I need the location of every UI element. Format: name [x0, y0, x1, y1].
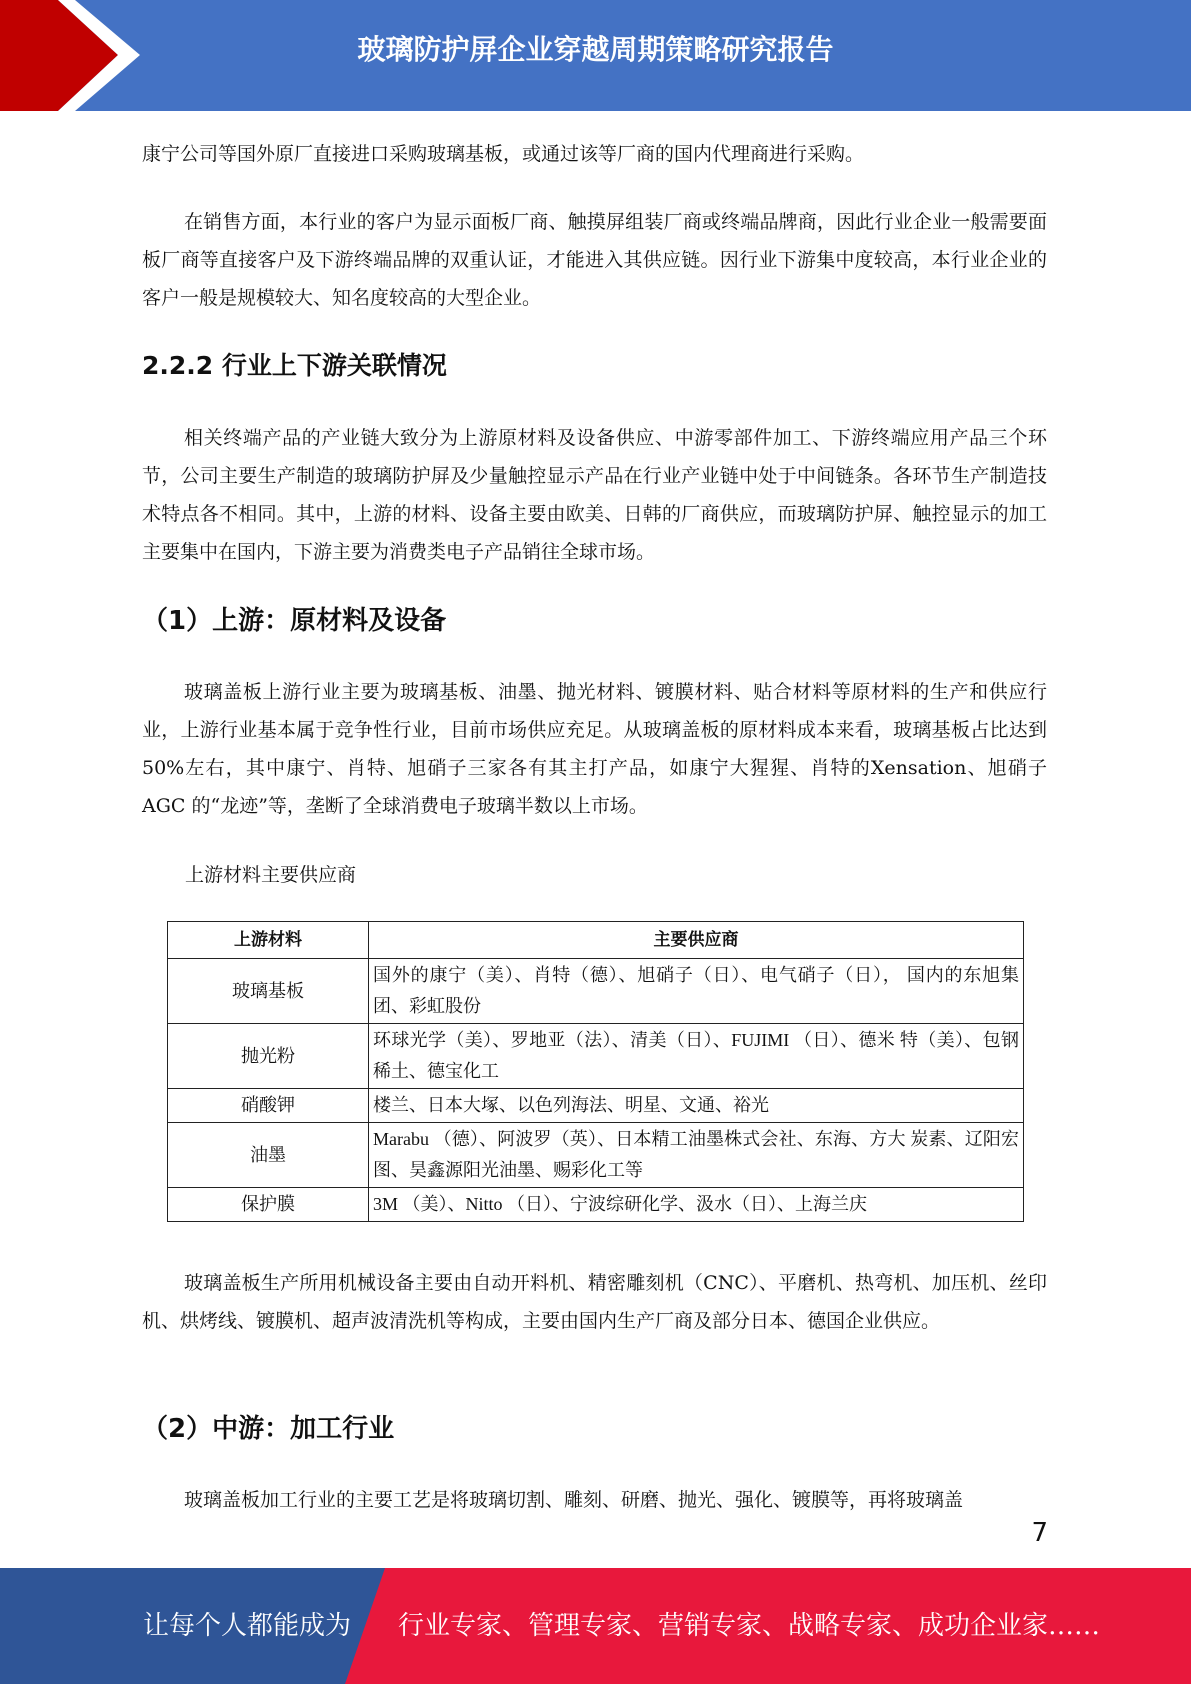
- footer-slogan-right: 行业专家、管理专家、营销专家、战略专家、成功企业家……: [398, 1611, 1101, 1641]
- cell-suppliers: 楼兰、日本大塚、以色列海法、明星、文通、裕光: [369, 1089, 1024, 1123]
- table-row: [168, 1188, 1024, 1222]
- report-title: 玻璃防护屏企业穿越周期策略研究报告: [357, 33, 834, 66]
- table-header-row: [168, 922, 1024, 959]
- section-heading: 2.2.2 行业上下游关联情况: [142, 351, 447, 380]
- paragraph-processing: 玻璃盖板加工行业的主要工艺是将玻璃切割、雕刻、研磨、抛光、强化、镀膜等，再将玻璃盖: [184, 1489, 964, 1511]
- cell-suppliers: 环球光学（美）、罗地亚（法）、清美（日）、FUJIMI （日）、德米 特（美）、包钢稀土、德宝化工: [369, 1024, 1024, 1089]
- column-header-material: 上游材料: [168, 922, 369, 959]
- report-footer: [0, 1568, 1191, 1684]
- heading-midstream: （2）中游：加工行业: [142, 1414, 395, 1444]
- table-row: [168, 1123, 1024, 1188]
- cell-suppliers: Marabu （德）、阿波罗（英）、日本精工油墨株式会社、东海、方大 炭素、辽阳宏图、昊鑫源阳光油墨、赐彩化工等: [369, 1123, 1024, 1188]
- table-row: [168, 1089, 1024, 1123]
- cell-material: 抛光粉: [168, 1024, 369, 1089]
- cell-material: 硝酸钾: [168, 1089, 369, 1123]
- report-header: [0, 0, 1191, 111]
- footer-slogan-left: 让每个人都能成为: [143, 1611, 352, 1641]
- paragraph-equipment: 玻璃盖板生产所用机械设备主要由自动开料机、精密雕刻机（CNC）、平磨机、热弯机、加压机、丝印机、烘烤线、镀膜机、超声波清洗机等构成，主要由国内生产厂商及部分日本、德国企业供应。: [142, 1272, 1047, 1332]
- paragraph-procurement: 康宁公司等国外原厂直接进口采购玻璃基板，或通过该等厂商的国内代理商进行采购。: [142, 143, 865, 165]
- table-caption: 上游材料主要供应商: [185, 864, 357, 886]
- supplier-table: [167, 921, 1024, 1222]
- column-header-suppliers: 主要供应商: [369, 922, 1024, 959]
- cell-material: 玻璃基板: [168, 959, 369, 1024]
- cell-suppliers: 国外的康宁（美）、肖特（德）、旭硝子（日）、电气硝子（日）， 国内的东旭集团、彩虹股份: [369, 959, 1024, 1024]
- page-number: 7: [1031, 1518, 1048, 1548]
- cell-suppliers: 3M （美）、Nitto （日）、宁波综研化学、汲水（日）、上海兰庆: [369, 1188, 1024, 1222]
- cell-material: 保护膜: [168, 1188, 369, 1222]
- paragraph-sales: 在销售方面，本行业的客户为显示面板厂商、触摸屏组装厂商或终端品牌商，因此行业企业一般需要面板厂商等直接客户及下游终端品牌的双重认证，才能进入其供应链。因行业下游集中度较高，本行业企业的客户一般是规模较大、知名度较高的大型企业。: [142, 211, 1047, 309]
- heading-upstream: （1）上游：原材料及设备: [142, 606, 447, 636]
- paragraph-industry-chain: 相关终端产品的产业链大致分为上游原材料及设备供应、中游零部件加工、下游终端应用产品三个环节，公司主要生产制造的玻璃防护屏及少量触控显示产品在行业产业链中处于中间链条。各环节生产制造技术特点各不相同。其中，上游的材料、设备主要由欧美、日韩的厂商供应，而玻璃防护屏、触控显示的加工主要集中在国内，下游主要为消费类电子产品销往全球市场。: [142, 427, 1047, 563]
- table-row: [168, 959, 1024, 1024]
- cell-material: 油墨: [168, 1123, 369, 1188]
- table-row: [168, 1024, 1024, 1089]
- paragraph-upstream: 玻璃盖板上游行业主要为玻璃基板、油墨、抛光材料、镀膜材料、贴合材料等原材料的生产和供应行业，上游行业基本属于竞争性行业，目前市场供应充足。从玻璃盖板的原材料成本来看，玻璃基板占比达到 50%左右，其中康宁、肖特、旭硝子三家各有其主打产品，如康宁大猩猩、肖特的Xensation、旭硝子 AGC 的“龙迹”等，垄断了全球消费电子玻璃半数以上市场。: [142, 681, 1047, 817]
